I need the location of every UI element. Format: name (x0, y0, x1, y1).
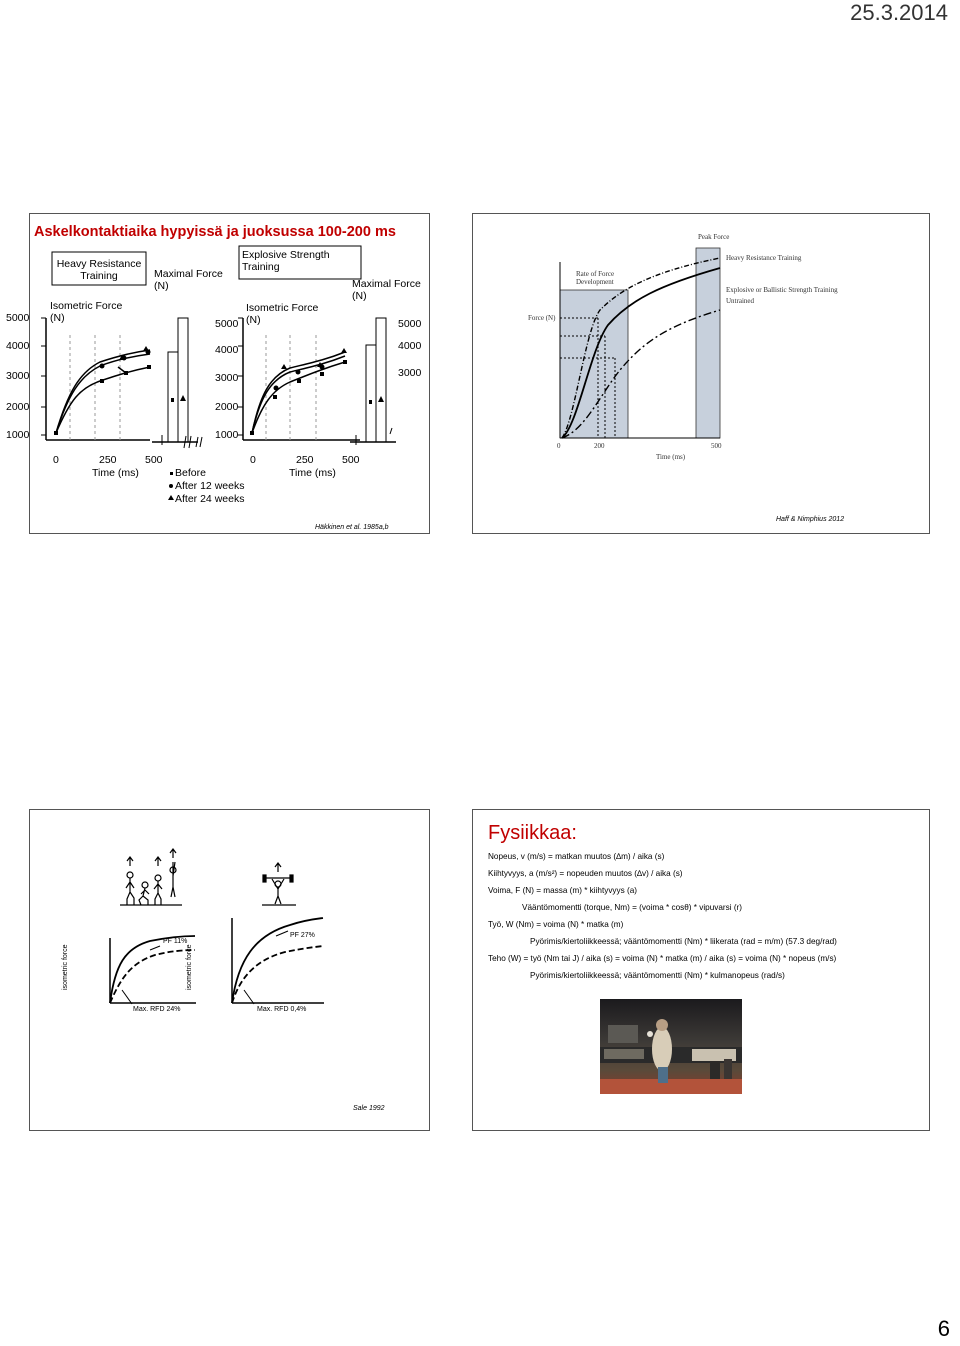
slide2-citation: Haff & Nimphius 2012 (776, 516, 845, 523)
formula-tyo: Työ, W (Nm) = voima (N) * matka (m) (488, 920, 624, 929)
legend-24-weeks: After 24 weeks (175, 493, 245, 505)
fysiikkaa-title: Fysiikkaa: (488, 822, 577, 844)
legend-heavy-resistance: Heavy Resistance Training (726, 254, 802, 262)
peak-force-label: Peak Force (698, 233, 730, 241)
right-xtick-250: 250 (296, 454, 314, 466)
left-ytick-3000: 3000 (6, 370, 30, 382)
mid-ytick-4000: 4000 (215, 344, 239, 356)
mid-ytick-1000: 1000 (215, 429, 239, 441)
right-xtick-0: 0 (250, 454, 256, 466)
right-xlabel: Time (ms) (289, 467, 336, 479)
formula-tyo-rotation: Pyörimis/kiertoliikkeessä; vääntömomentti (Nm) * liikerata (rad = m/m) (57.3 deg/rad) (530, 937, 837, 946)
rfd-label: Rate of Force Development (576, 270, 615, 286)
legend-untrained: Untrained (726, 297, 754, 305)
right-xtick-500: 500 (342, 454, 360, 466)
athletics-video-thumbnail[interactable] (600, 999, 742, 1094)
legend-before: Before (175, 467, 206, 479)
left-xtick-250: 250 (99, 454, 117, 466)
left-ytick-5000: 5000 (6, 312, 30, 324)
formula-vaantomomentti: Vääntömomentti (torque, Nm) = (voima * cosθ) * vipuvarsi (r) (522, 903, 742, 912)
sale-ylabel-left: isometric force (62, 944, 69, 990)
slide2-ylabel: Force (N) (528, 314, 556, 322)
legend-explosive: Explosive or Ballistic Strength Training (726, 286, 838, 294)
slide3-citation: Sale 1992 (353, 1105, 385, 1112)
right-maximal-force: Maximal Force (N) (352, 278, 421, 302)
legend-12-weeks: After 12 weeks (175, 480, 245, 492)
formula-teho-rotation: Pyörimis/kiertoliikkeessä; vääntömomentti (Nm) * kulmanopeus (rad/s) (530, 971, 785, 980)
mid-ytick-2000: 2000 (215, 401, 239, 413)
sale-force-curves (29, 809, 430, 1131)
sale-right-rfd: Max. RFD 0,4% (257, 1006, 307, 1013)
formula-voima: Voima, F (N) = massa (m) * kiihtyvyys (a) (488, 886, 637, 895)
mid-ytick-5000: 5000 (215, 318, 239, 330)
left-isometric-force: Isometric Force (N) (50, 300, 123, 324)
force-time-curves-haff (472, 213, 930, 534)
jumping-figures-icon (120, 849, 182, 905)
slide2-xtick-0: 0 (557, 442, 561, 450)
formula-teho: Teho (W) = työ (Nm tai J) / aika (s) = voima (N) * matka (m) / aika (s) = voima (N) * nopeus (m/s) (488, 954, 837, 963)
slide2-xtick-200: 200 (594, 442, 605, 450)
right-box-title: Explosive Strength Training (242, 249, 330, 273)
right-ytick-4000: 4000 (398, 340, 422, 352)
sale-ylabel-right: isometric force (186, 944, 193, 990)
header-date: 25.3.2014 (850, 0, 948, 25)
sale-left-rfd: Max. RFD 24% (133, 1006, 181, 1013)
formula-kiihtyvyys: Kiihtyvyys, a (m/s²) = nopeuden muutos (∆v) / aika (s) (488, 869, 683, 878)
left-box-title: Heavy Resistance Training (56, 258, 142, 282)
left-xtick-500: 500 (145, 454, 163, 466)
slide1-citation: Häkkinen et al. 1985a,b (315, 524, 389, 531)
left-xlabel: Time (ms) (92, 467, 139, 479)
weightlifter-icon (262, 863, 296, 905)
page-number: 6 (937, 1316, 950, 1341)
left-xtick-0: 0 (53, 454, 59, 466)
mid-ytick-3000: 3000 (215, 372, 239, 384)
right-isometric-force: Isometric Force (N) (246, 302, 319, 326)
left-ytick-2000: 2000 (6, 401, 30, 413)
slide2-xtick-500: 500 (711, 442, 722, 450)
left-ytick-4000: 4000 (6, 340, 30, 352)
sale-left-pf: PF 11% (163, 938, 188, 945)
left-maximal-force: Maximal Force (N) (154, 268, 223, 292)
right-ytick-5000: 5000 (398, 318, 422, 330)
slide1-title: Askelkontaktiaika hypyissä ja juoksussa 100-200 ms (34, 224, 396, 240)
formula-nopeus: Nopeus, v (m/s) = matkan muutos (∆m) / aika (s) (488, 852, 665, 861)
left-ytick-1000: 1000 (6, 429, 30, 441)
sale-right-pf: PF 27% (290, 932, 315, 939)
right-ytick-3000: 3000 (398, 367, 422, 379)
slide2-xlabel: Time (ms) (656, 453, 686, 461)
